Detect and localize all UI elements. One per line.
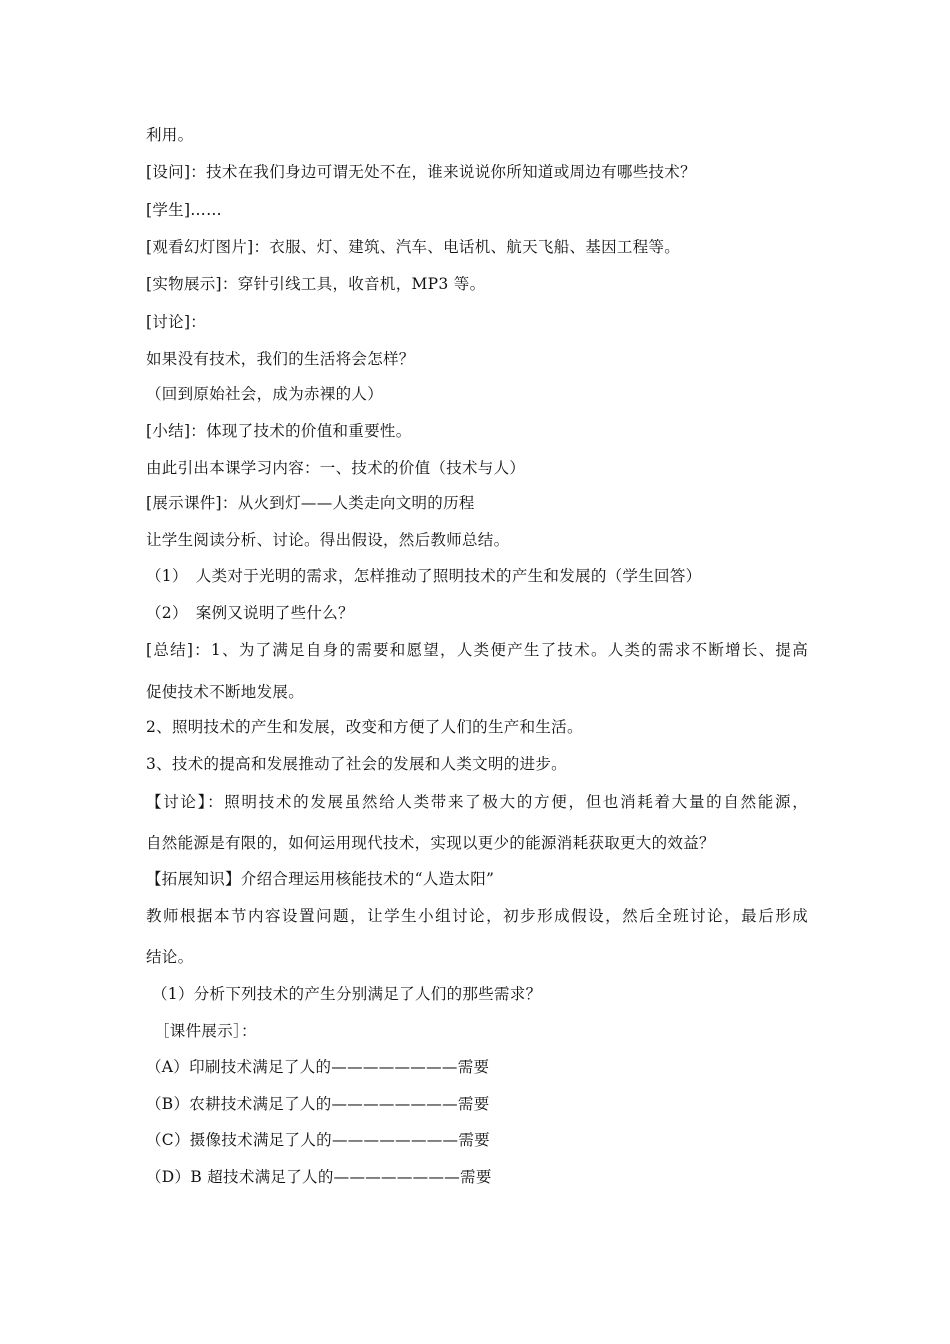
text-line: 3、技术的提高和发展推动了社会的发展和人类文明的进步。 [146,755,567,773]
text-line: 自然能源是有限的，如何运用现代技术，实现以更少的能源消耗获取更大的效益？ [146,834,715,852]
text-line: 利用。 [146,126,194,144]
text-line: 让学生阅读分析、讨论。得出假设，然后教师总结。 [146,531,510,549]
text-line: （回到原始社会，成为赤裸的人） [146,385,384,403]
list-item: （D）B 超技术满足了人的————————需要 [146,1168,492,1186]
text-line: 如果没有技术，我们的生活将会怎样？ [146,350,415,368]
list-item: （A）印刷技术满足了人的————————需要 [146,1058,490,1076]
text-line: [观看幻灯图片]：衣服、灯、建筑、汽车、电话机、航天飞船、基因工程等。 [146,238,681,256]
text-line: [学生]…… [146,201,222,219]
text-line: [讨论]： [146,313,207,331]
text-line: 由此引出本课学习内容：一、技术的价值（技术与人） [146,459,526,477]
text-line: [总结]：1、为了满足自身的需要和愿望，人类便产生了技术。人类的需求不断增长、提高 [146,641,808,659]
list-item: （2） 案例又说明了些什么？ [146,604,354,622]
list-item: （1） 人类对于光明的需求，怎样推动了照明技术的产生和发展的（学生回答） [146,567,702,585]
text-line: 【拓展知识】介绍合理运用核能技术的“人造太阳” [146,870,495,888]
text-line: 结论。 [146,948,194,966]
text-line: [小结]：体现了技术的价值和重要性。 [146,422,412,440]
text-line: 促使技术不断地发展。 [146,683,305,701]
text-line: [实物展示]：穿针引线工具，收音机，MP3 等。 [146,275,486,293]
text-line: 2、照明技术的产生和发展，改变和方便了人们的生产和生活。 [146,718,583,736]
text-line: 教师根据本节内容设置问题，让学生小组讨论，初步形成假设，然后全班讨论，最后形成 [146,907,808,925]
list-item: （B）农耕技术满足了人的————————需要 [146,1095,490,1113]
list-item: （1）分析下列技术的产生分别满足了人们的那些需求？ [152,985,542,1003]
text-line: [展示课件]：从火到灯——人类走向文明的历程 [146,494,475,512]
text-line: [设问]：技术在我们身边可谓无处不在，谁来说说你所知道或周边有哪些技术？ [146,163,696,181]
list-item: （C）摄像技术满足了人的————————需要 [146,1131,490,1149]
text-line: ［课件展示］： [154,1022,257,1040]
text-line: 【讨论】：照明技术的发展虽然给人类带来了极大的方便，但也消耗着大量的自然能源， [146,793,808,811]
